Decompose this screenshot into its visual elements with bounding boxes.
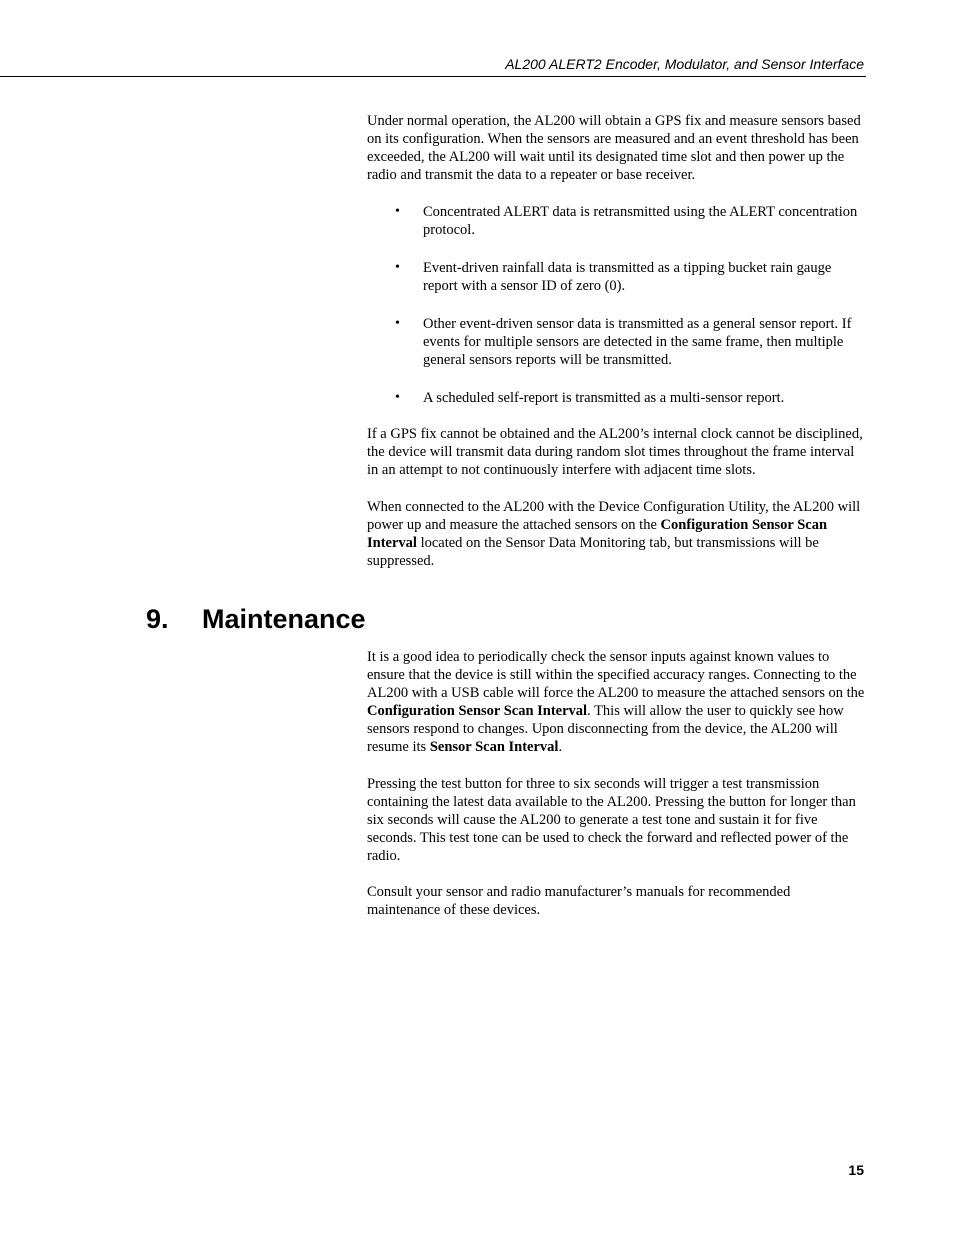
text-run: . <box>558 739 563 755</box>
header-rule <box>0 76 866 77</box>
intro-section <box>367 112 867 570</box>
bullet-icon: • <box>395 316 400 331</box>
paragraph-periodic-check <box>367 648 867 756</box>
section-title: Maintenance <box>202 604 366 634</box>
list-item-text: Other event-driven sensor data is transmitted as a general sensor report. If events for multiple sensors are detected in the same frame, then multiple general sensors reports will be transmitted. <box>423 316 852 368</box>
list-item-text: Event-driven rainfall data is transmitted as a tipping bucket rain gauge report with a sensor ID of zero (0). <box>423 260 832 294</box>
list-item <box>367 259 867 295</box>
maintenance-section <box>367 648 867 919</box>
paragraph-device-config-utility <box>367 498 867 570</box>
text-run: When connected to the AL200 with the Device Configuration Utility, the AL200 will power up and measure the attached sensors on the <box>367 499 861 533</box>
list-item <box>367 389 867 407</box>
bold-term: Configuration Sensor Scan Interval <box>367 703 588 719</box>
paragraph-test-button: Pressing the test button for three to six seconds will trigger a test transmission containing the latest data available to the AL200. Pressing the button for longer than six seconds will cause the AL200 to generate a test tone and sustain it for five seconds. This test tone can be used to check the forward and reflected power of the radio. <box>367 776 856 864</box>
bold-term: Sensor Scan Interval <box>429 739 559 755</box>
list-item <box>367 203 867 239</box>
paragraph-gps-fallback: If a GPS fix cannot be obtained and the AL200’s internal clock cannot be disciplined, the device will transmit data during random slot times throughout the frame interval in an attempt to not continuously interfere with adjacent time slots. <box>367 426 863 478</box>
list-item-text: Concentrated ALERT data is retransmitted using the ALERT concentration protocol. <box>423 204 858 238</box>
paragraph-normal-operation: Under normal operation, the AL200 will obtain a GPS fix and measure sensors based on its configuration. When the sensors are measured and an event threshold has been exceeded, the AL200 will wait until its designated time slot and then power up the radio and transmit the data to a repeater or base receiver. <box>367 113 861 183</box>
list-item-text: A scheduled self-report is transmitted as a multi-sensor report. <box>423 390 785 406</box>
text-run: . This will allow the user to quickly see how sensors respond to changes. Upon disconnecting from the device, the AL200 will resume its <box>367 703 844 755</box>
bullet-icon: • <box>395 390 400 405</box>
section-heading <box>146 604 366 635</box>
list-item <box>367 315 867 369</box>
bold-term: Configuration Sensor Scan Interval <box>367 517 828 551</box>
bullet-icon: • <box>395 260 400 275</box>
text-run: located on the Sensor Data Monitoring tab, but transmissions will be suppressed. <box>367 535 819 569</box>
page-number: 15 <box>848 1162 864 1178</box>
section-number: 9. <box>146 604 169 634</box>
paragraph-consult-manuals: Consult your sensor and radio manufacturer’s manuals for recommended maintenance of these devices. <box>367 884 791 918</box>
text-run: It is a good idea to periodically check the sensor inputs against known values to ensure that the device is still within the specified accuracy ranges. Connecting to the AL200 with a USB cable will force the AL200 to measure the attached sensors on the <box>367 649 865 701</box>
bullet-icon: • <box>395 204 400 219</box>
running-header-title: AL200 ALERT2 Encoder, Modulator, and Sensor Interface <box>505 56 864 72</box>
transmission-bullet-list <box>367 203 867 407</box>
